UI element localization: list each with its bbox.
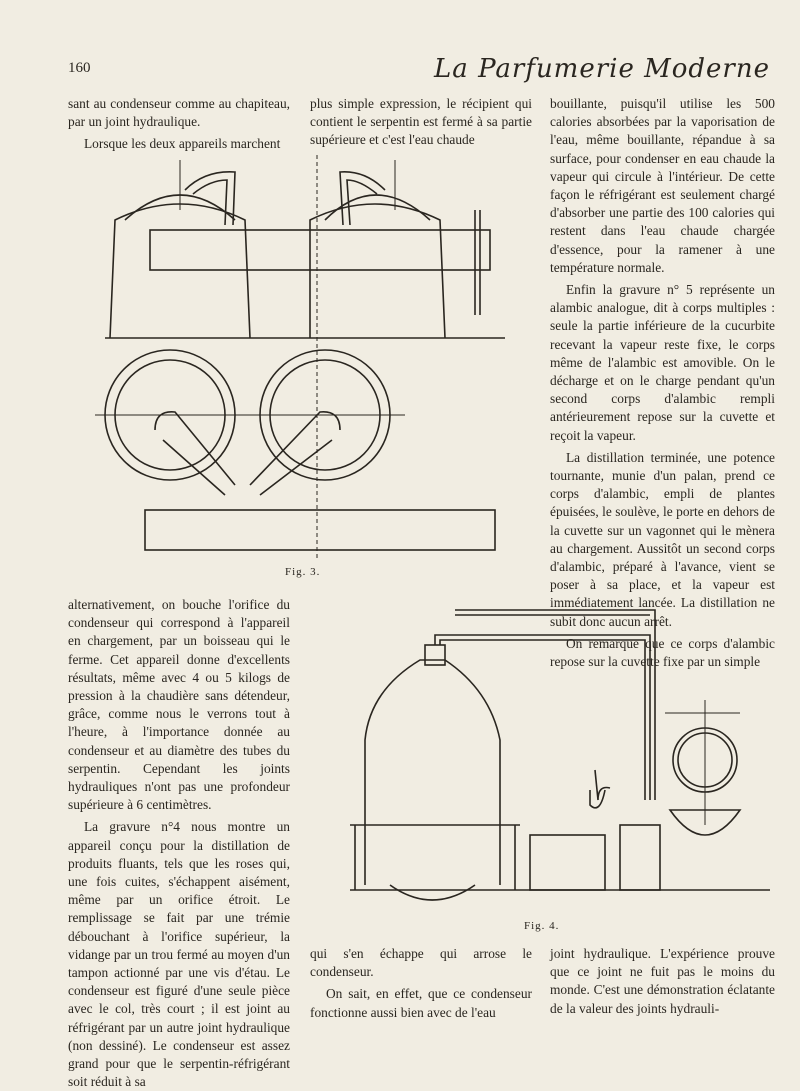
base-bowl xyxy=(390,885,475,900)
paragraph: On sait, en effet, que ce condenseur fonctionne aussi bien avec de l'eau xyxy=(310,986,532,1020)
text-column-top-middle xyxy=(310,95,532,150)
paragraph: La distillation terminée, une potence tournante, munie d'un palan, prend ce corps d'alambic, empli de plantes épuisées, le soulève, le porte en dehors de la cuvette sur un vagonnet qui le mènera au chargement. Aussitôt un second corps d'alambic, préparé à l'avance, vient se poser à sa place, et la vapeur est immédiatement lancée. La distillation ne subit donc aucun arrêt. xyxy=(550,449,775,629)
paragraph: La gravure n°4 nous montre un appareil conçu pour la distillation de produits fluants, tels que les roses qui, une fois cuites, s'échappent aisément, même par un orifice étroit. Le remplissage se fait par une trémie débouchant à l'orifice supérieur, la vidange par un trou fermé au moyen d'un tampon actionné par une vis d'étau. Le condenseur est figuré d'une seule pièce avec le col, très court ; il est joint au réfrigérant par un autre joint hydraulique (non dessiné). Le condenseur est assez grand pour que le serpentin-réfrigérant soit réduit à sa xyxy=(68,819,290,1090)
condenser-bar xyxy=(150,230,490,270)
cooler xyxy=(620,825,660,890)
paragraph: alternativement, on bouche l'orifice du condenseur qui correspond à l'appareil en chargement, par un boisseau qui le ferme. Cet appareil donne d'excellents résultats, même avec 4 ou 5 kilogs de pression à la chaudière sans détendeur, grâce, comme nous le verrons tout à l'heure, à l'importance donnée au condenseur et au diamètre des tubes du serpentin. Cependant les joints hydrauliques n'ont pas une profondeur supérieure à 6 centimètres. xyxy=(68,597,290,813)
text-column-right xyxy=(550,95,775,671)
left-neck xyxy=(185,172,235,225)
top-pipe xyxy=(435,635,650,800)
page-number: 160 xyxy=(68,60,91,76)
paragraph: bouillante, puisqu'il utilise les 500 calories absorbées par la vaporisation de l'eau, même bouillante, répandue à sa surface, pour condenser en eau chaude la vapeur qui circule à l'intérieur. De cette façon le réfrigérant est seulement chargé d'absorber une partie des 100 calories qui restent dans l'eau chaude chargée d'essence, pour la ramener à une température normale. xyxy=(550,96,775,275)
paragraph: plus simple expression, le récipient qui contient le serpentin est fermé à sa partie supérieure et c'est l'eau chaude xyxy=(310,96,532,148)
text-column-top-left xyxy=(68,95,290,154)
right-still-body xyxy=(310,204,445,338)
paragraph: Enfin la gravure n° 5 représente un alambic analogue, dit à corps multiples : seule la partie inférieure de la cucurbite recevant la vapeur reste fixe, le corps même de l'alambic est amovible. On le décharge et on le charge pendant qu'un second corps d'alambic rempli antérieurement repose sur la cuvette et reçoit la vapeur. xyxy=(550,282,775,443)
figure-3-caption: Fig. 3. xyxy=(285,566,321,578)
hook-pipe xyxy=(595,770,610,800)
right-neck xyxy=(340,172,385,225)
journal-title: La Parfumerie Moderne xyxy=(434,54,770,84)
paragraph: On remarque que ce corps d'alambic repose sur la cuvette fixe par un simple xyxy=(550,635,775,670)
paragraph: sant au condenseur comme au chapiteau, par un joint hydraulique. xyxy=(68,96,290,130)
paragraph: Lorsque les deux appareils marchent xyxy=(84,136,281,152)
left-still-body xyxy=(110,204,250,338)
text-column-bottom-right xyxy=(550,945,775,1018)
still-neck xyxy=(425,645,445,665)
still-body xyxy=(365,660,500,885)
figure-4-caption: Fig. 4. xyxy=(524,920,560,932)
figure-3-drawing xyxy=(85,150,515,565)
paragraph: joint hydraulique. L'expérience prouve que ce joint ne fuit pas le moins du monde. C'est une démonstration éclatante de la valeur des joints hydrauli- xyxy=(550,946,775,1016)
upper-pipe xyxy=(455,610,655,800)
text-column-bottom-middle xyxy=(310,945,532,1022)
text-column-middle-left xyxy=(68,596,290,1091)
figure-4-drawing xyxy=(340,600,780,920)
receiver xyxy=(530,835,605,890)
paragraph: qui s'en échappe qui arrose le condenseur. xyxy=(310,946,532,980)
plan-condenser xyxy=(145,510,495,550)
right-plan-pipe xyxy=(250,412,340,495)
